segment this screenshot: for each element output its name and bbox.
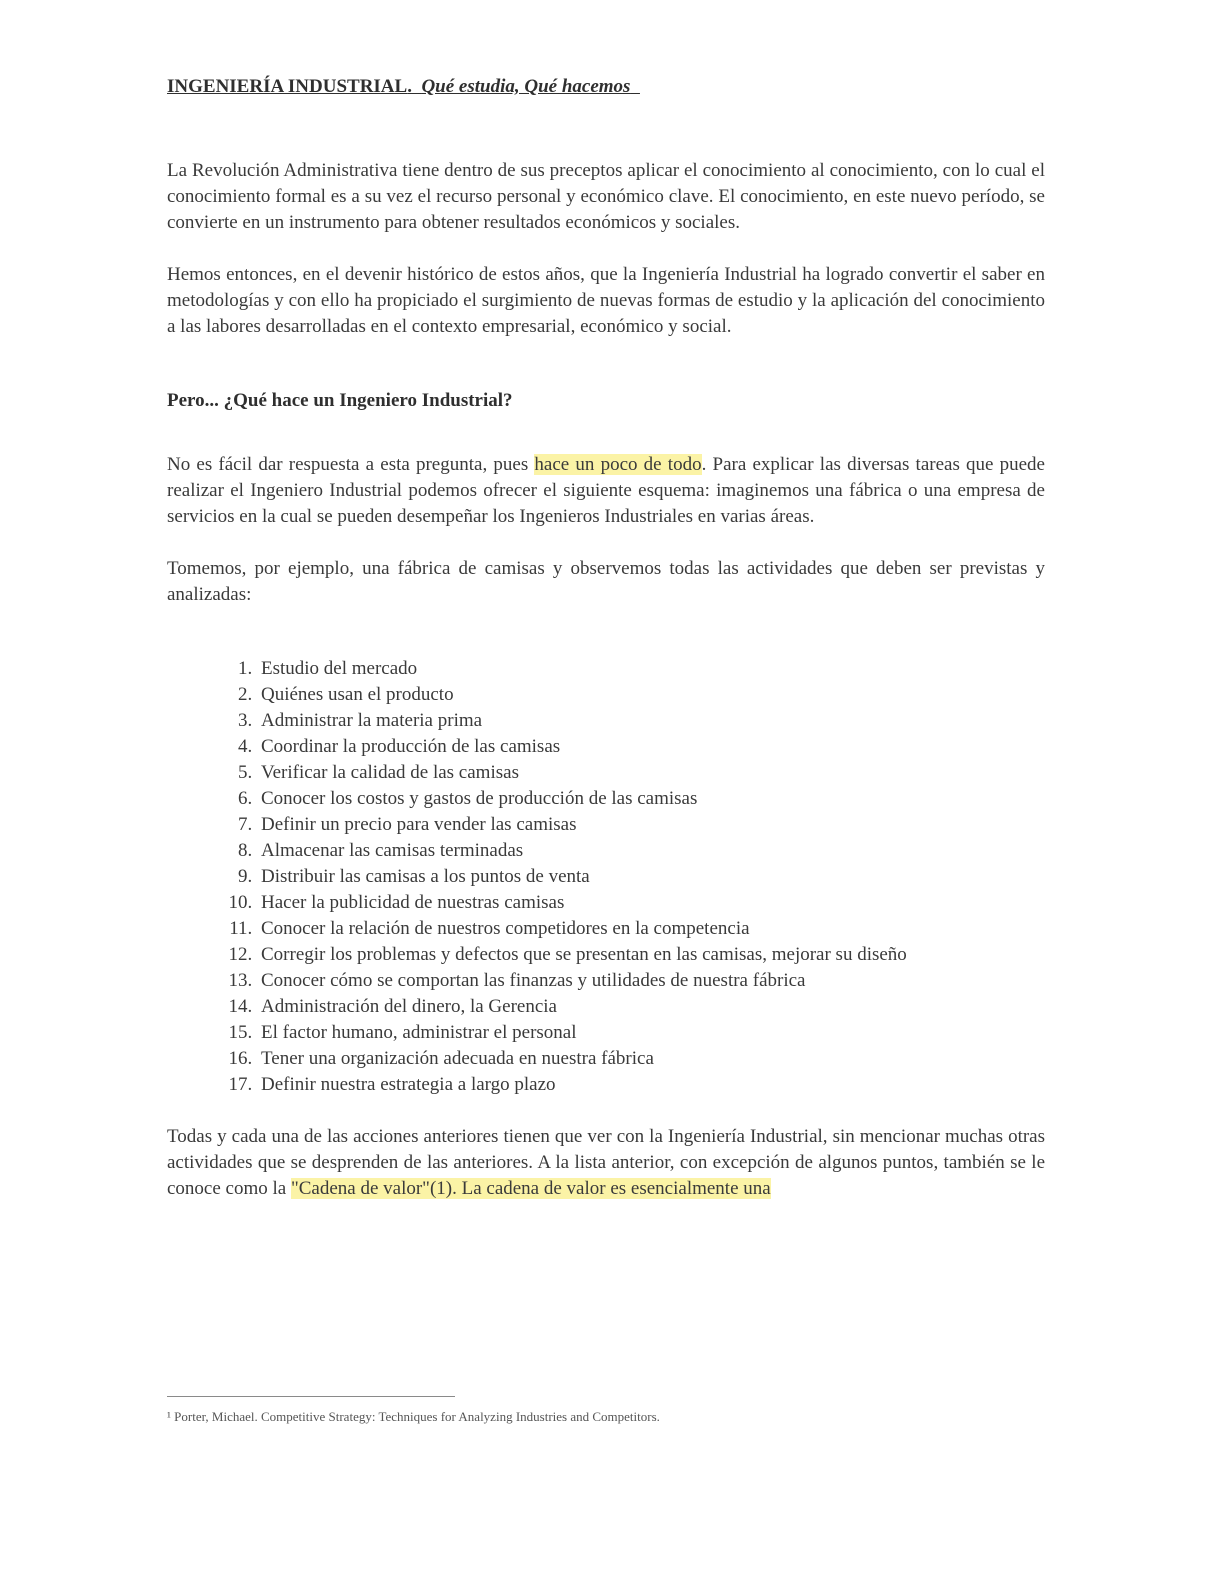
- answer-text-start: No es fácil dar respuesta a esta pregunta, pues: [167, 454, 535, 475]
- list-item: 11. Conocer la relación de nuestros competidores en la competencia: [257, 916, 1045, 942]
- list-item: 8. Almacenar las camisas terminadas: [257, 838, 1045, 864]
- title-main: INGENIERÍA INDUSTRIAL: [167, 76, 408, 97]
- list-item: 12. Corregir los problemas y defectos que se presentan en las camisas, mejorar su diseño: [257, 942, 1045, 968]
- list-item: 10. Hacer la publicidad de nuestras camisas: [257, 890, 1045, 916]
- list-item: 2. Quiénes usan el producto: [257, 682, 1045, 708]
- list-item: 15. El factor humano, administrar el personal: [257, 1020, 1045, 1046]
- title-subtitle: Qué estudia, Qué hacemos: [421, 76, 631, 97]
- list-item: 17. Definir nuestra estrategia a largo plazo: [257, 1072, 1045, 1098]
- answer-text-end: . Para explicar las diversas tareas que puede realizar el Ingeniero Industrial podemos ofrecer el siguiente esquema: imaginemos una fábrica o una empresa de servicios en la cual se pueden desempeñar los Ingenieros Industriales en varias áreas.: [167, 454, 1045, 527]
- list-item: 16. Tener una organización adecuada en nuestra fábrica: [257, 1046, 1045, 1072]
- document-title: INGENIERÍA INDUSTRIAL. Qué estudia, Qué hacemos: [167, 76, 631, 97]
- footnote: ¹ Porter, Michael. Competitive Strategy: Techniques for Analyzing Industries and Competitors.: [167, 1409, 660, 1424]
- list-item: 13. Conocer cómo se comportan las finanzas y utilidades de nuestra fábrica: [257, 968, 1045, 994]
- list-item: 3. Administrar la materia prima: [257, 708, 1045, 734]
- value-chain-text: Todas y cada una de las acciones anteriores tienen que ver con la Ingeniería Industrial, sin mencionar muchas otras actividades que se desprenden de las anteriores. A la lista anterior, con excepción de algunos puntos, también se le conoce como la: [167, 1126, 1045, 1199]
- list-item: 6. Conocer los costos y gastos de producción de las camisas: [257, 786, 1045, 812]
- activities-list: [167, 656, 1045, 1098]
- list-item: 7. Definir un precio para vender las camisas: [257, 812, 1045, 838]
- list-item: 4. Coordinar la producción de las camisas: [257, 734, 1045, 760]
- list-item: 9. Distribuir las camisas a los puntos de venta: [257, 864, 1045, 890]
- section-subtitle: Pero... ¿Qué hace un Ingeniero Industrial?: [167, 390, 513, 411]
- list-item: 1. Estudio del mercado: [257, 656, 1045, 682]
- document-page: [167, 72, 1045, 1202]
- list-item: 5. Verificar la calidad de las camisas: [257, 760, 1045, 786]
- intro-paragraph-1: La Revolución Administrativa tiene dentro de sus preceptos aplicar el conocimiento al conocimiento, con lo cual el conocimiento formal es a su vez el recurso personal y económico clave. El conocimiento, en este nuevo período, se convierte en un instrumento para obtener resultados económicos y sociales.: [167, 160, 1045, 233]
- footnote-divider: [167, 1396, 455, 1397]
- value-chain-paragraph: [167, 1124, 1045, 1202]
- highlighted-text: "Cadena de valor"(1). La cadena de valor es esencialmente una: [290, 1178, 771, 1199]
- example-paragraph: Tomemos, por ejemplo, una fábrica de camisas y observemos todas las actividades que deben ser previstas y analizadas:: [167, 558, 1045, 605]
- highlighted-text: hace un poco de todo: [534, 454, 702, 475]
- answer-paragraph: [167, 452, 1045, 530]
- list-item: 14. Administración del dinero, la Gerencia: [257, 994, 1045, 1020]
- intro-paragraph-2: Hemos entonces, en el devenir histórico de estos años, que la Ingeniería Industrial ha logrado convertir el saber en metodologías y con ello ha propiciado el surgimiento de nuevas formas de estudio y la aplicación del conocimiento a las labores desarrolladas en el contexto empresarial, económico y social.: [167, 264, 1045, 337]
